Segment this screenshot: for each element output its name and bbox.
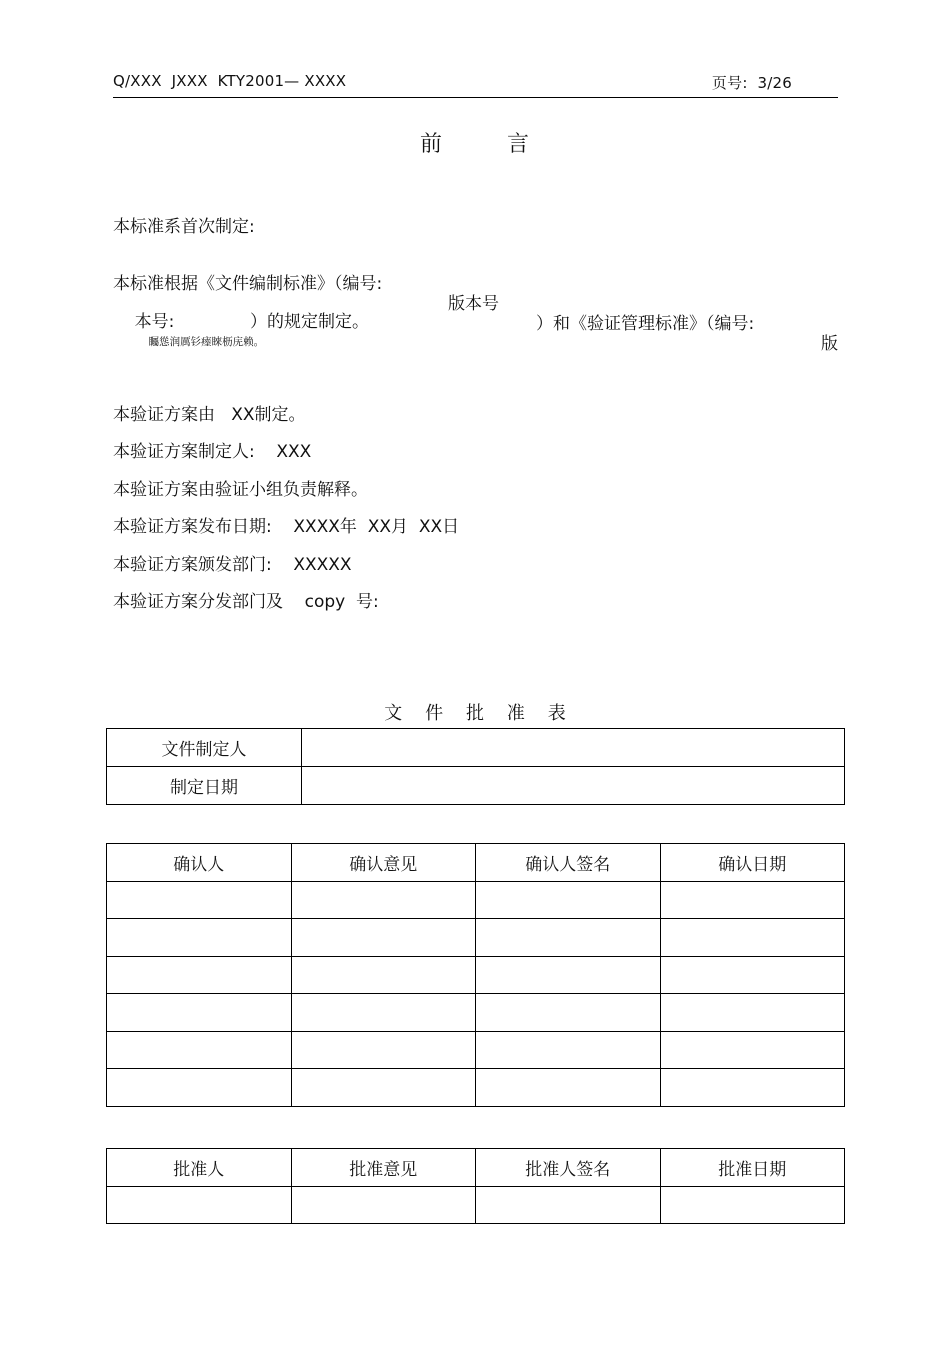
column-header: 确认人	[107, 844, 292, 882]
table-cell[interactable]	[107, 994, 292, 1032]
page-header	[113, 70, 838, 98]
table-cell[interactable]	[660, 1069, 845, 1107]
table-cell[interactable]	[291, 994, 476, 1032]
page-title: 前 言	[420, 132, 530, 157]
table-row	[107, 729, 845, 767]
detail-release-date: 本验证方案发布日期: XXXX年 XX月 XX日	[113, 517, 460, 537]
table-cell[interactable]	[107, 1069, 292, 1107]
column-header: 批准人签名	[476, 1149, 661, 1187]
preface-line-3	[113, 287, 369, 372]
table-cell[interactable]	[291, 956, 476, 994]
table-row	[107, 994, 845, 1032]
approval-table-title: 文 件 批 准 表	[384, 703, 566, 724]
table-cell[interactable]	[291, 1069, 476, 1107]
document-info-table	[106, 728, 845, 805]
table-cell[interactable]	[660, 919, 845, 957]
detail-author: 本验证方案制定人: XXX	[113, 442, 312, 462]
column-header: 批准意见	[291, 1149, 476, 1187]
table-cell[interactable]	[476, 1069, 661, 1107]
column-header: 确认意见	[291, 844, 476, 882]
table-cell[interactable]	[107, 919, 292, 957]
table-header-row	[107, 1149, 845, 1187]
column-header: 确认日期	[660, 844, 845, 882]
doc-date-label: 制定日期	[107, 767, 302, 805]
table-row	[107, 1069, 845, 1107]
preface-line-2-part-4: 版	[821, 334, 838, 354]
table-cell[interactable]	[291, 1186, 476, 1224]
table-cell[interactable]	[476, 956, 661, 994]
table-cell[interactable]	[291, 1031, 476, 1069]
preface-line-2-part-2: 版本号	[448, 294, 499, 314]
preface-line-1: 本标准系首次制定:	[113, 217, 255, 237]
table-cell[interactable]	[107, 956, 292, 994]
table-cell[interactable]	[107, 1031, 292, 1069]
table-cell[interactable]	[291, 919, 476, 957]
column-header: 批准人	[107, 1149, 292, 1187]
table-cell[interactable]	[660, 994, 845, 1032]
table-cell[interactable]	[476, 881, 661, 919]
table-cell[interactable]	[476, 919, 661, 957]
table-row	[107, 881, 845, 919]
table-cell[interactable]	[291, 881, 476, 919]
table-cell[interactable]	[107, 881, 292, 919]
confirmation-table	[106, 843, 845, 1107]
table-row	[107, 1031, 845, 1069]
doc-maker-value[interactable]	[302, 729, 845, 767]
table-row	[107, 1186, 845, 1224]
table-cell[interactable]	[660, 1186, 845, 1224]
table-cell[interactable]	[476, 994, 661, 1032]
table-cell[interactable]	[660, 881, 845, 919]
detail-issuing-dept: 本验证方案颁发部门: XXXXX	[113, 555, 352, 575]
detail-made-by: 本验证方案由 XX制定。	[113, 405, 306, 425]
doc-date-value[interactable]	[302, 767, 845, 805]
doc-maker-label: 文件制定人	[107, 729, 302, 767]
column-header: 批准日期	[660, 1149, 845, 1187]
table-row	[107, 956, 845, 994]
detail-interpretation: 本验证方案由验证小组负责解释。	[113, 480, 368, 500]
preface-line-3-small-text: 矚慫润厲钐瘗睞枥庑赖。	[148, 336, 265, 348]
preface-line-2-part-1: 本标准根据《文件编制标准》（编号:	[113, 274, 383, 294]
table-cell[interactable]	[476, 1031, 661, 1069]
table-row	[107, 767, 845, 805]
table-header-row	[107, 844, 845, 882]
preface-line-3-main: 本号: ）的规定制定。	[134, 312, 370, 332]
detail-distribution: 本验证方案分发部门及 copy 号:	[113, 592, 379, 612]
table-cell[interactable]	[107, 1186, 292, 1224]
page-number: 页号: 3/26	[711, 74, 792, 92]
table-row	[107, 919, 845, 957]
table-cell[interactable]	[476, 1186, 661, 1224]
document-code: Q/XXX JXXX KTY2001— XXXX	[113, 72, 347, 90]
preface-line-2-part-3: ）和《验证管理标准》（编号:	[536, 314, 755, 334]
column-header: 确认人签名	[476, 844, 661, 882]
approval-table	[106, 1148, 845, 1224]
table-cell[interactable]	[660, 956, 845, 994]
table-cell[interactable]	[660, 1031, 845, 1069]
